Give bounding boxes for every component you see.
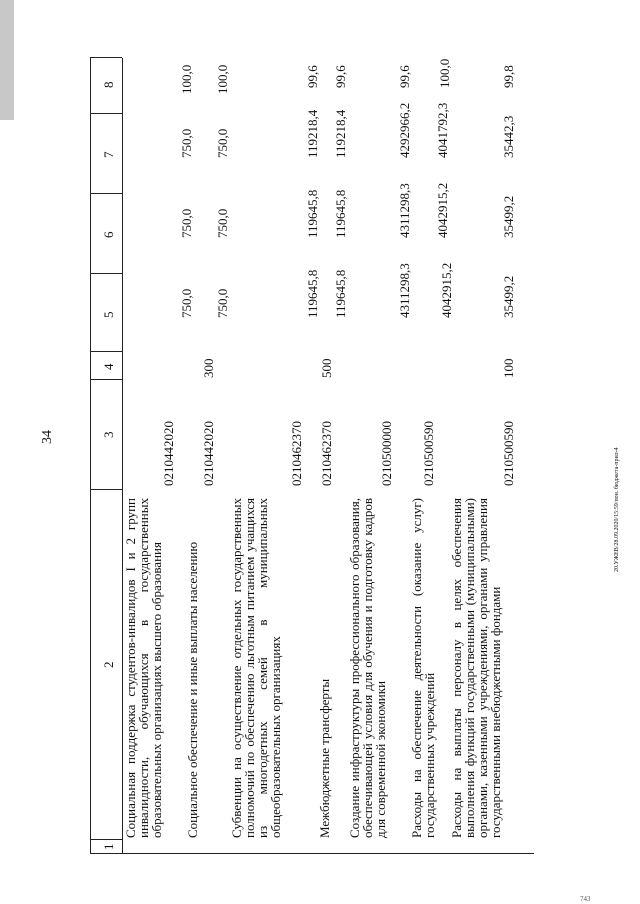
row-7-col-7: 35442,3 bbox=[501, 115, 516, 158]
header-divider-3 bbox=[90, 489, 122, 490]
header-divider-2 bbox=[90, 839, 122, 840]
row-4-col-5: 119645,8 bbox=[333, 269, 348, 318]
row-7-code: 0210500590 bbox=[501, 421, 516, 486]
row-4-col-6: 119645,8 bbox=[333, 189, 348, 238]
row-3-col-5: 119645,8 bbox=[305, 269, 320, 318]
row-3-code: 0210462370 bbox=[289, 421, 304, 486]
row-2-type: 300 bbox=[201, 358, 216, 378]
row-5-col-5: 4311298,3 bbox=[397, 263, 412, 318]
row-7-type: 100 bbox=[501, 358, 516, 378]
header-col-7: 7 bbox=[101, 151, 116, 158]
row-4-name: Межбюджетные трансферты bbox=[317, 678, 332, 838]
row-4-col-8: 99,6 bbox=[333, 65, 348, 88]
row-7-col-8: 99,8 bbox=[501, 65, 516, 88]
row-2-name: Социальное обеспечение и иные выплаты населению bbox=[185, 541, 200, 838]
header-col-6: 6 bbox=[101, 231, 116, 238]
row-1-code: 0210442020 bbox=[161, 421, 176, 486]
row-6-col-8: 100,0 bbox=[437, 58, 452, 88]
corner-page-mark: 743 bbox=[580, 895, 591, 903]
header-col-2: 2 bbox=[101, 661, 116, 668]
row-1-name: Социальная поддержка студентов-инвалидов I и 2 групп инвалидности, обучающихся в государственных образовательных организациях высшего образования bbox=[123, 498, 164, 838]
row-2-col-5: 750,0 bbox=[215, 288, 230, 318]
row-3-name: Субвенции на осуществление отдельных государственных полномочий по обеспечению льготным питанием учащихся из многодетных семей в муниципальных общеобразовательных организациях bbox=[229, 498, 283, 838]
row-3-col-7: 119218,4 bbox=[305, 109, 320, 158]
row-5-col-8: 99,6 bbox=[397, 65, 412, 88]
budget-table bbox=[90, 58, 534, 854]
row-5-code: 0210500000 bbox=[379, 421, 394, 486]
header-divider-4 bbox=[90, 379, 122, 380]
row-1-col-8: 100,0 bbox=[179, 64, 194, 94]
header-divider-7 bbox=[90, 193, 122, 194]
left-border-line bbox=[90, 853, 534, 854]
row-5-col-7: 4292966,2 bbox=[397, 102, 412, 158]
row-6-col-7: 4041792,3 bbox=[435, 102, 450, 158]
row-7-col-5: 35499,2 bbox=[501, 275, 516, 318]
header-col-1: 1 bbox=[101, 843, 116, 850]
header-top-border bbox=[90, 58, 91, 854]
row-2-col-6: 750,0 bbox=[215, 208, 230, 238]
row-6-col-5: 4042915,2 bbox=[439, 262, 454, 318]
header-divider-6 bbox=[90, 273, 122, 274]
row-4-col-7: 119218,4 bbox=[333, 109, 348, 158]
row-6-name: Расходы на обеспечение деятельности (оказание услуг) государственных учреждений bbox=[409, 498, 437, 838]
row-1-col-7: 750,0 bbox=[179, 128, 194, 158]
row-4-code: 0210462370 bbox=[319, 421, 334, 486]
header-divider-5 bbox=[90, 351, 122, 352]
row-1-col-5: 750,0 bbox=[179, 288, 194, 318]
row-5-col-6: 4311298,3 bbox=[397, 183, 412, 238]
header-col-5: 5 bbox=[101, 311, 116, 318]
page-number: 34 bbox=[40, 430, 55, 444]
row-3-col-6: 119645,8 bbox=[305, 189, 320, 238]
row-3-col-8: 99,6 bbox=[305, 65, 320, 88]
header-col-3: 3 bbox=[101, 431, 116, 438]
footer-stamp: 20.УЖЕВ/28.09.2020/15:59/пон. бюджета-прил-4 bbox=[614, 447, 620, 572]
row-2-col-7: 750,0 bbox=[215, 128, 230, 158]
scan-edge-shadow bbox=[0, 0, 14, 120]
row-2-code: 0210442020 bbox=[201, 421, 216, 486]
row-7-name: Расходы на выплаты персоналу в целях обеспечения выполнения функций государственными (муниципальными) органами, казенными учреждениями, органами управления государственными внебюджетными фондами bbox=[449, 498, 503, 838]
header-divider-8 bbox=[90, 113, 122, 114]
header-col-8: 8 bbox=[101, 81, 116, 88]
header-divider-9 bbox=[90, 57, 122, 58]
row-6-col-6: 4042915,2 bbox=[435, 182, 450, 238]
header-col-4: 4 bbox=[101, 363, 116, 370]
row-4-type: 500 bbox=[319, 358, 334, 378]
row-6-code: 0210500590 bbox=[421, 421, 436, 486]
row-7-col-6: 35499,2 bbox=[501, 195, 516, 238]
row-5-name: Создание инфраструктуры профессионального образования, обеспечивающей условия для обучения и подготовку кадров для современной экономики bbox=[347, 498, 388, 838]
row-1-col-6: 750,0 bbox=[179, 208, 194, 238]
row-2-col-8: 100,0 bbox=[215, 64, 230, 94]
